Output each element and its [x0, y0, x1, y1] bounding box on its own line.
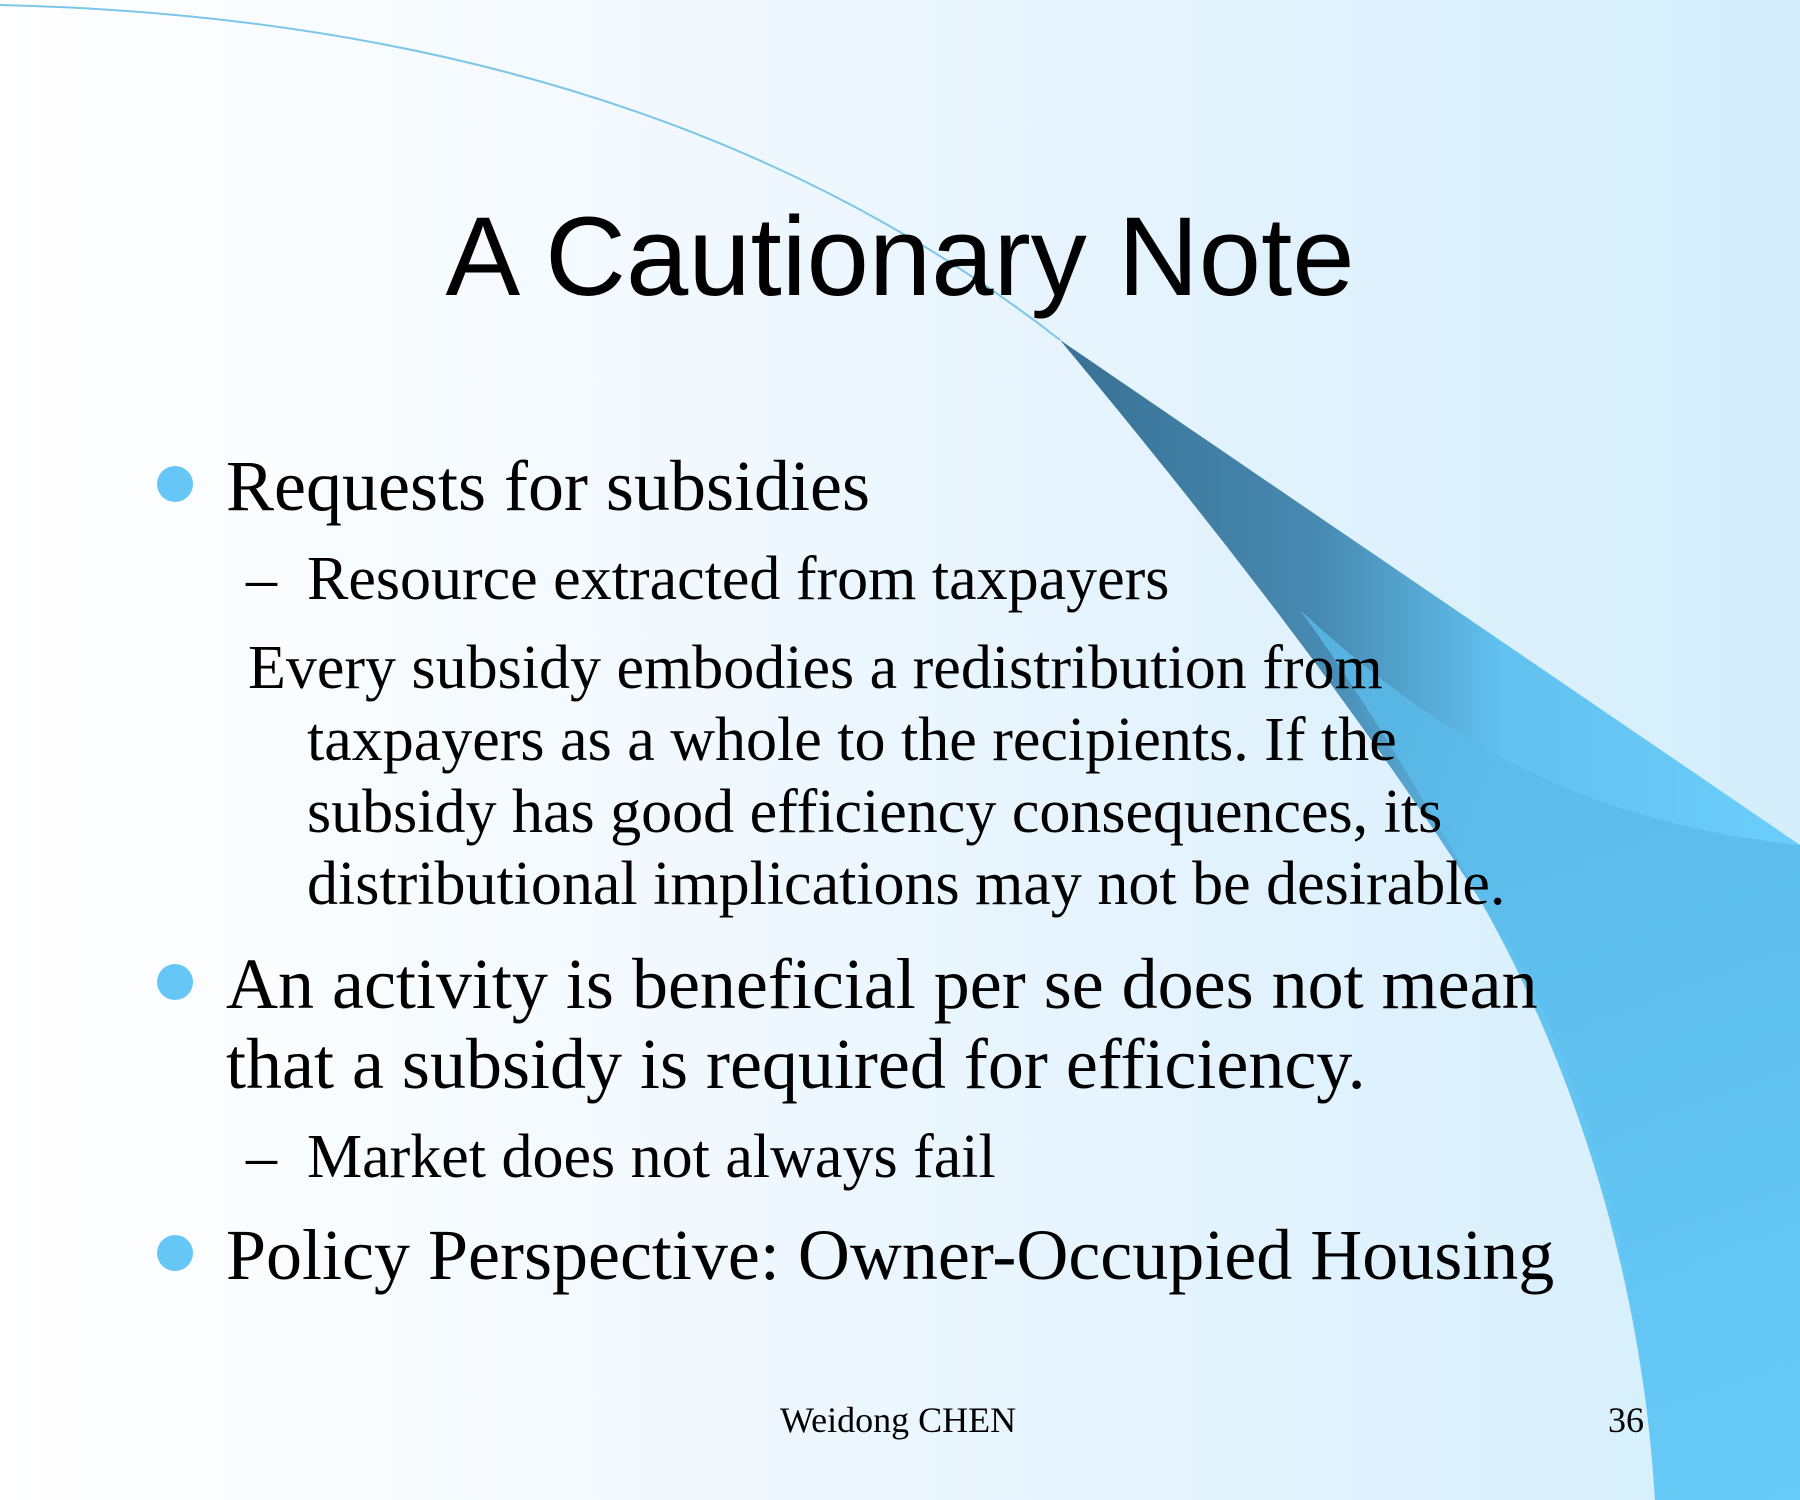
- bullet-activity-beneficial-line-2: that a subsidy is required for efficiency.: [226, 1024, 1366, 1104]
- sub-bullet-resource-extracted: Resource extracted from taxpayers: [307, 545, 1170, 613]
- bullet-policy-perspective: Policy Perspective: Owner-Occupied Housing: [226, 1215, 1555, 1295]
- dash-icon: –: [246, 545, 277, 613]
- bullet-dot-icon: [157, 1235, 193, 1271]
- bullet-activity-beneficial-line-1: An activity is beneficial per se does not mean: [226, 944, 1538, 1024]
- paragraph-line-4: distributional implications may not be desirable.: [307, 850, 1506, 918]
- slide-title: A Cautionary Note: [445, 194, 1355, 319]
- page-number: 36: [1608, 1400, 1644, 1440]
- dash-icon: –: [246, 1123, 277, 1191]
- footer-author: Weidong CHEN: [780, 1400, 1017, 1440]
- paragraph-line-3: subsidy has good efficiency consequences, its: [307, 778, 1443, 846]
- sub-bullet-market-not-fail: Market does not always fail: [307, 1123, 996, 1191]
- bullet-dot-icon: [157, 964, 193, 1000]
- paragraph-line-2: taxpayers as a whole to the recipients. If the: [307, 706, 1397, 774]
- paragraph-line-1: Every subsidy embodies a redistribution from: [248, 634, 1383, 702]
- bullet-dot-icon: [157, 466, 193, 502]
- bullet-requests-for-subsidies: Requests for subsidies: [226, 446, 870, 526]
